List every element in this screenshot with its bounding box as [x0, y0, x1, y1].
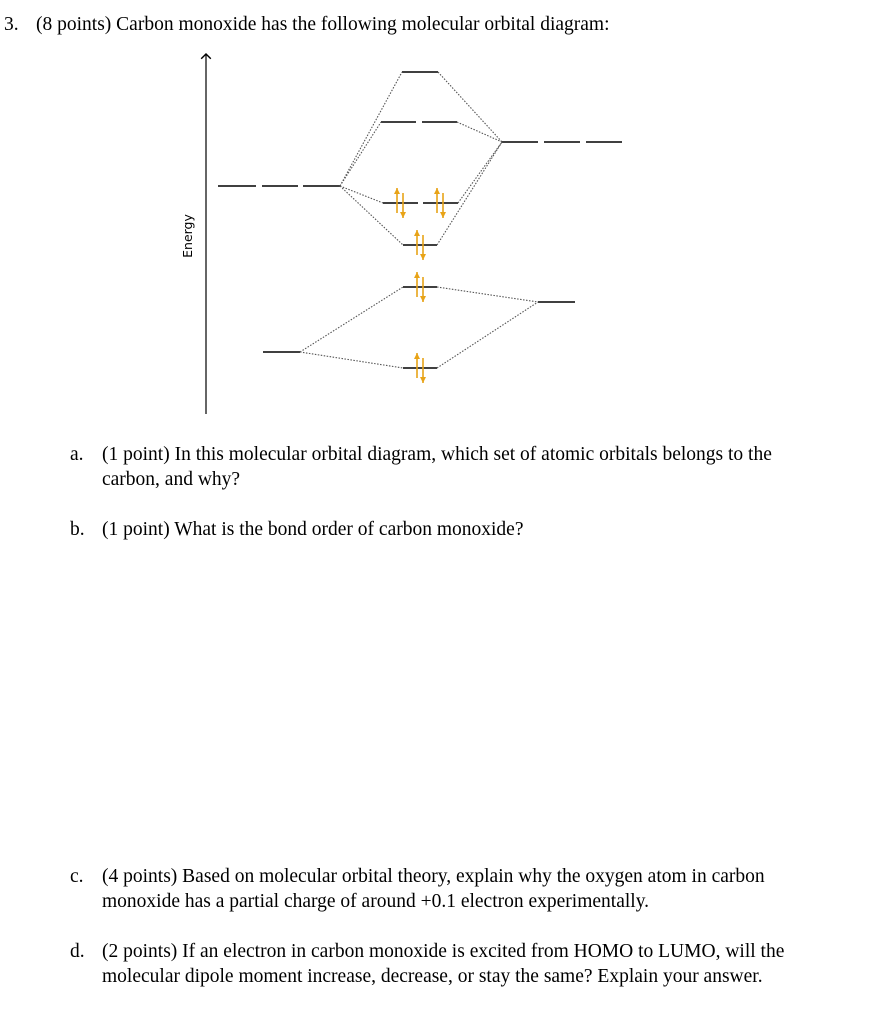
left-atomic-orbitals	[218, 186, 340, 352]
question-part-a	[70, 442, 830, 492]
part-text: (1 point) In this molecular orbital diagram, which set of atomic orbitals belongs to the carbon, and why?	[102, 444, 772, 490]
mo-diagram	[0, 0, 889, 430]
right-atomic-orbitals	[502, 142, 622, 302]
question-prompt: (8 points) Carbon monoxide has the following molecular orbital diagram:	[36, 14, 610, 35]
correlation-lines	[300, 72, 538, 368]
part-text: (1 point) What is the bond order of carbon monoxide?	[102, 519, 524, 540]
question-part-b	[70, 517, 830, 542]
electron-pairs	[394, 188, 446, 383]
molecular-orbitals	[381, 72, 458, 368]
energy-axis-label: Energy	[180, 214, 195, 258]
part-text: (2 points) If an electron in carbon monoxide is excited from HOMO to LUMO, will the molecular dipole moment increase, decrease, or stay the same? Explain your answer.	[102, 941, 785, 987]
part-letter: c.	[70, 866, 84, 887]
question-part-d	[70, 939, 830, 989]
question-part-c	[70, 864, 830, 914]
part-letter: b.	[70, 519, 85, 540]
part-letter: a.	[70, 444, 84, 465]
part-letter: d.	[70, 941, 85, 962]
question-number: 3.	[4, 14, 19, 35]
part-text: (4 points) Based on molecular orbital theory, explain why the oxygen atom in carbon monoxide has a partial charge of around +0.1 electron experimentally.	[102, 866, 765, 912]
